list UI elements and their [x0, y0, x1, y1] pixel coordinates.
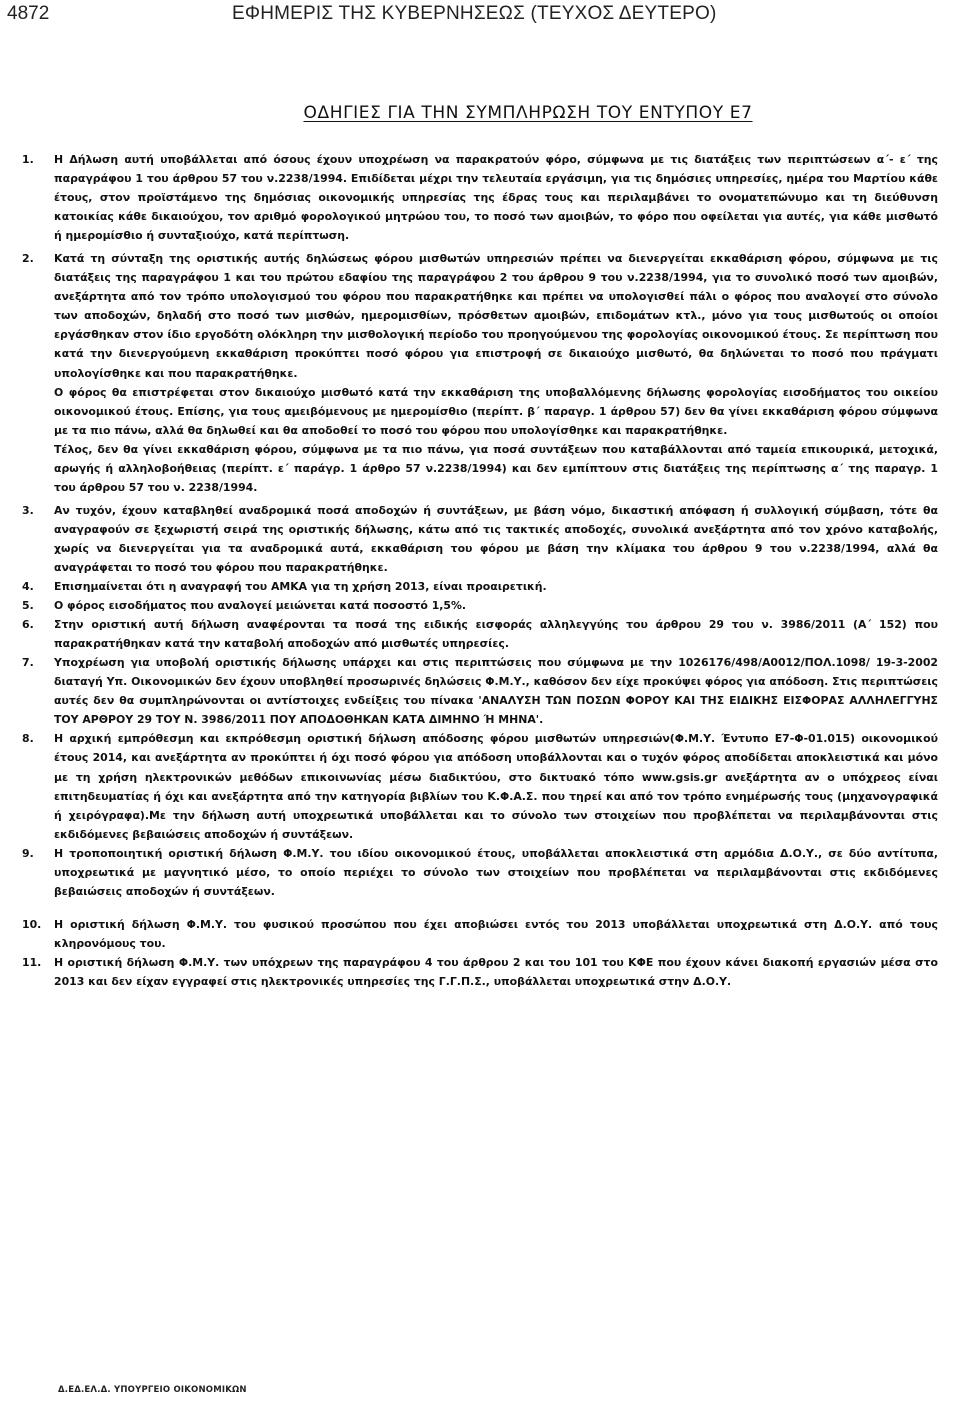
- item-paragraph: Τέλος, δεν θα γίνει εκκαθάριση φόρου, σύμφωνα με τα πιο πάνω, για ποσά συντάξεων που καταβάλλονται από ταμεία επικουρικά, μετοχικά, αρωγής ή αλληλοβοήθειας (περίπτ. ε΄ παράγρ. 1 άρθρο 57 ν.2238/1994) και δεν εμπίπτουν στις διατάξεις της περίπτωσης α΄ της παραγρ. 1 του άρθρου 57 του ν. 2238/1994.: [54, 442, 938, 494]
- instructions-list: [22, 150, 938, 991]
- instruction-item-5: [22, 596, 938, 615]
- item-number: 2.: [22, 252, 34, 266]
- item-paragraph: Η οριστική δήλωση Φ.Μ.Υ. των υπόχρεων της παραγράφου 4 του άρθρου 2 και του 101 του ΚΦΕ που έχουν κάνει διακοπή εργασιών μέσα στο 2013 και δεν είχαν εγγραφεί στις ηλεκτρονικές υπηρεσίες της Γ.Γ.Π.Σ., υποβάλλεται υποχρεωτικά στην Δ.Ο.Υ.: [54, 955, 938, 988]
- instruction-item-1: [22, 150, 938, 245]
- item-paragraph: Η Δήλωση αυτή υποβάλλεται από όσους έχουν υποχρέωση να παρακρατούν φόρο, σύμφωνα με τις διατάξεις των περιπτώσεων α΄- ε΄ της παραγράφου 1 του άρθρου 57 του ν.2238/1994. Επιδίδεται μέχρι την τελευταία εργάσιμη, για τις δημόσιες υπηρεσίες, ημέρα του Μαρτίου κάθε έτους, στον προϊστάμενο της δημόσιας οικονομικής υπηρεσίας της έδρας τους και περιλαμβάνει το ονοματεπώνυμο και τη διεύθυνση κατοικίας κάθε δικαιούχου, τον αριθμό φορολογικού μητρώου του, το ποσό των αμοιβών, το φόρο που οφείλεται για αυτές, για κάθε μισθωτό ή ημερομίσθιο ή συνταξιούχο, κατά περίπτωση.: [54, 153, 938, 243]
- item-paragraph: Αν τυχόν, έχουν καταβληθεί αναδρομικά ποσά αποδοχών ή συντάξεων, με βάση νόμο, δικαστική απόφαση ή συλλογική σύμβαση, τότε θα αναγραφούν σε ξεχωριστή σειρά της οριστικής δήλωσης, κάτω από τις τακτικές αποδοχές, συνολικά ανεξάρτητα από τον χρόνο καταβολής, χωρίς να διενεργείται για τα αναδρομικά αυτά, εκκαθάριση του φόρου με βάση την κλίμακα του άρθρου 9 του ν.2238/1994, αλλά θα αναγράφεται το ποσό του φόρου που παρακρατήθηκε.: [54, 503, 938, 574]
- item-paragraph: Κατά τη σύνταξη της οριστικής αυτής δηλώσεως φόρου μισθωτών υπηρεσιών πρέπει να διενεργείται εκκαθάριση φόρου, σύμφωνα με τις διατάξεις της παραγράφου 1 και του πρώτου εδαφίου της παραγράφου 2 του άρθρου 9 του ν.2238/1994, για το συνολικό ποσό των αμοιβών, ανεξάρτητα από τον τρόπο υπολογισμού του φόρου που παρακρατήθηκε και πρέπει να υπολογισθεί πάλι ο φόρος που αναλογεί στο σύνολο των αποδοχών, δηλαδή στο ποσό των μισθών, ημερομισθίων, πρόσθετων αμοιβών, επιδομάτων κτλ., μόνο για τους μισθωτούς οι οποίοι εργάσθηκαν στον ίδιο εργοδότη ολόκληρη την μισθολογική περίοδο του προηγούμενου της φορολογίας οικονομικού έτους. Σε περίπτωση που κατά την διενεργούμενη εκκαθάριση προκύπτει ποσό φόρου για επιστροφή σε δικαιούχο μισθωτό, θα δηλώνεται το ποσό που πράγματι υπολογίσθηκε και που παρακρατήθηκε.: [54, 252, 938, 380]
- item-paragraph: Η τροποποιητική οριστική δήλωση Φ.Μ.Υ. του ιδίου οικονομικού έτους, υποβάλλεται αποκλειστικά στη αρμόδια Δ.Ο.Υ., σε δύο αντίτυπα, υποχρεωτικά με μαγνητικό μέσο, το οποίο περιέχει το σύνολο των στοιχείων που προβλέπεται να περιλαμβάνονται στις εκδιδόμενες βεβαιώσεις αποδοχών ή συντάξεων.: [54, 846, 938, 898]
- instruction-item-11: [22, 953, 938, 991]
- item-number: 4.: [22, 580, 34, 594]
- item-number: 1.: [22, 153, 34, 166]
- document-title: [0, 103, 960, 123]
- item-paragraph: Η οριστική δήλωση Φ.Μ.Υ. του φυσικού προσώπου που έχει αποβιώσει εντός του 2013 υποβάλλεται υποχρεωτικά στη Δ.Ο.Υ. από τους κληρονόμους του.: [54, 917, 938, 950]
- document-title-text: ΟΔΗΓΙΕΣ ΓΙΑ ΤΗΝ ΣΥΜΠΛΗΡΩΣΗ ΤΟΥ ΕΝΤΥΠΟΥ Ε7: [303, 103, 753, 123]
- item-number: 9.: [22, 846, 34, 860]
- instruction-item-3: [22, 501, 938, 577]
- item-number: 6.: [22, 618, 34, 632]
- instruction-item-10: [22, 915, 938, 953]
- item-number: 7.: [22, 656, 34, 670]
- item-paragraph: Η αρχική εμπρόθεσμη και εκπρόθεσμη οριστική δήλωση απόδοσης φόρου μισθωτών υπηρεσιών(Φ.Μ.Υ. Έντυπο Ε7-Φ-01.015) οικονομικού έτους 2014, και ανεξάρτητα αν προκύπτει ή όχι ποσό φόρου για απόδοση υποβάλλονται και ο τυχόν φόρος αποδίδεται αποκλειστικά και μόνο με τη χρήση ηλεκτρονικών μεθόδων επικοινωνίας μέσω διαδικτύου, στο δικτυακό τόπο www.gsis.gr ανεξάρτητα αν ο υπόχρεος είναι επιτηδευματίας ή όχι και ανεξάρτητα από την κατηγορία βιβλίων του Κ.Φ.Α.Σ. που τηρεί και από τον τρόπο ενημέρωσής τους (μηχανογραφικά ή χειρόγραφα).Με την δήλωση αυτή υποχρεωτικά υποβάλλεται και το σύνολο των στοιχείων που προβλέπεται να περιλαμβάνονται στις εκδιδόμενες βεβαιώσεις αποδοχών ή συντάξεων.: [54, 732, 938, 841]
- item-paragraph: Υποχρέωση για υποβολή οριστικής δήλωσης υπάρχει και στις περιπτώσεις που σύμφωνα με την 1026176/498/Α0012/ΠΟΛ.1098/ 19-3-2002 διαταγή Υπ. Οικονομικών δεν έχουν υποβληθεί προσωρινές δηλώσεις Φ.Μ.Υ., καθόσον δεν είχε προκύψει φόρος για απόδοση. Στις περιπτώσεις αυτές δεν θα συμπληρώνονται οι αντίστοιχες ενδείξεις του πίνακα 'ΑΝΑΛΥΣΗ ΤΩΝ ΠΟΣΩΝ ΦΟΡΟΥ ΚΑΙ ΤΗΣ ΕΙΔΙΚΗΣ ΕΙΣΦΟΡΑΣ ΑΛΛΗΛΕΓΓΥΗΣ ΤΟΥ ΑΡΘΡΟΥ 29 ΤΟΥ Ν. 3986/2011 ΠΟΥ ΑΠΟΔΟΘΗΚΑΝ ΚΑΤΑ ΔΙΜΗΝΟ Ή ΜΗΝΑ'.: [54, 656, 938, 727]
- item-paragraph: Επισημαίνεται ότι η αναγραφή του ΑΜΚΑ για τη χρήση 2013, είναι προαιρετική.: [54, 580, 547, 594]
- page-number: 4872: [7, 3, 50, 24]
- instruction-item-6: [22, 615, 938, 653]
- item-number: 10.: [22, 917, 42, 931]
- instruction-item-8: [22, 729, 938, 843]
- instruction-item-9: [22, 844, 938, 901]
- item-paragraph: Στην οριστική αυτή δήλωση αναφέρονται τα ποσά της ειδικής εισφοράς αλληλεγγύης του άρθρου 29 του ν. 3986/2011 (Α΄ 152) που παρακρατήθηκαν κατά την καταβολή αποδοχών από μισθωτές υπηρεσίες.: [54, 618, 938, 651]
- printer-footer: Δ.ΕΔ.ΕΛ.Δ. ΥΠΟΥΡΓΕΙΟ ΟΙΚΟΝΟΜΙΚΩΝ: [58, 1385, 247, 1395]
- gazette-title: ΕΦΗΜΕΡΙΣ ΤΗΣ ΚΥΒΕΡΝΗΣΕΩΣ (ΤΕΥΧΟΣ ΔΕΥΤΕΡΟ): [232, 3, 717, 24]
- item-number: 8.: [22, 732, 34, 746]
- item-number: 5.: [22, 599, 34, 613]
- instruction-item-4: [22, 577, 938, 596]
- item-paragraph: Ο φόρος θα επιστρέφεται στον δικαιούχο μισθωτό κατά την εκκαθάριση της υποβαλλόμενης δήλωσης φορολογίας εισοδήματος του οικείου οικονομικού έτους. Επίσης, για τους αμειβόμενους με ημερομίσθιο (περίπτ. β΄ παραγρ. 1 άρθρου 57) δεν θα γίνει εκκαθάριση φόρου σύμφωνα με τα πιο πάνω, αλλά θα δηλωθεί και θα αποδοθεί το ποσό του φόρου που υπολογίσθηκε και παρακρατήθηκε.: [54, 385, 938, 437]
- page-header: [0, 0, 960, 30]
- item-number: 3.: [22, 503, 34, 517]
- instruction-item-7: [22, 653, 938, 729]
- item-number: 11.: [22, 955, 42, 969]
- item-paragraph: Ο φόρος εισοδήματος που αναλογεί μειώνεται κατά ποσοστό 1,5%.: [54, 599, 467, 613]
- instruction-item-2: [22, 249, 938, 497]
